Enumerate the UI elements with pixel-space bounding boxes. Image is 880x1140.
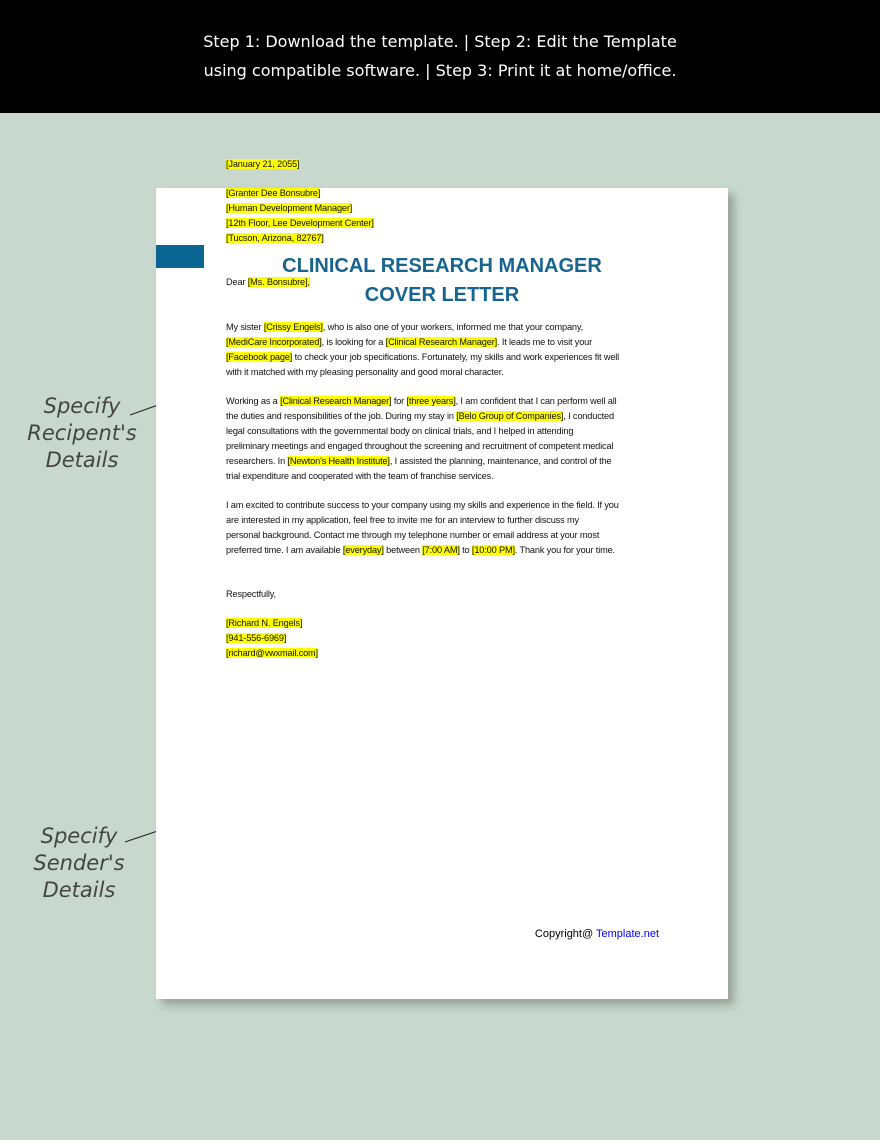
letter-line: [226, 217, 374, 229]
letter-line: [226, 336, 592, 348]
letter-line: [226, 232, 324, 244]
letter-line: [226, 647, 318, 659]
placeholder-field: [three years]: [406, 396, 456, 406]
sender-annotation: [0, 823, 164, 904]
letter-text: , I am confident that I can perform well all: [455, 396, 617, 406]
letter-line: [226, 351, 619, 363]
letter-text: . It leads me to visit your: [497, 337, 593, 347]
letter-text: , I conducted: [563, 411, 614, 421]
letter-line: [226, 529, 599, 541]
template-net-link[interactable]: Template.net: [596, 928, 659, 940]
placeholder-field: [10:00 PM]: [471, 545, 515, 555]
annotation-text: Sender's: [33, 851, 125, 875]
placeholder-field: [Clinical Research Manager]: [385, 337, 498, 347]
placeholder-field: [7:00 AM]: [422, 545, 460, 555]
copyright-text: Copyright@: [534, 928, 597, 940]
letter-line: [226, 187, 320, 199]
annotation-text: Details: [42, 878, 116, 902]
letter-line: [226, 440, 613, 452]
letter-text: the duties and responsibilities of the job. During my stay in: [226, 411, 457, 421]
annotation-text: Recipent's: [27, 421, 137, 445]
annotation-text: Details: [45, 448, 119, 472]
banner-line-1: Step 1: Download the template. | Step 2: Edit the Template: [203, 32, 677, 51]
copyright: [535, 928, 659, 940]
placeholder-field: [everyday]: [342, 545, 384, 555]
letter-line: [226, 470, 493, 482]
placeholder-field: [Crissy Engels]: [263, 322, 323, 332]
letter-text: trial expenditure and cooperated with the team of franchise services.: [226, 471, 494, 481]
letter-line: [226, 366, 504, 378]
placeholder-field: [MediCare Incorporated]: [226, 337, 322, 347]
banner-line-2: using compatible software. | Step 3: Print it at home/office.: [203, 61, 677, 80]
letter-text: Respectfully,: [226, 589, 276, 599]
placeholder-field: [Clinical Research Manager]: [280, 396, 392, 406]
recipient-annotation: [0, 393, 167, 474]
letter-text: researchers. In: [226, 456, 288, 466]
letter-text: preferred time. I am available: [226, 545, 343, 555]
letter-line: [226, 455, 612, 467]
placeholder-field: [January 21, 2055]: [226, 159, 300, 169]
letter-line: [226, 395, 617, 407]
placeholder-field: [Facebook page]: [226, 352, 293, 362]
letter-text: personal background. Contact me through my telephone number or email address at your most: [226, 530, 600, 540]
letter-text: I am excited to contribute success to your company using my skills and experience in the field. If you: [226, 500, 619, 510]
document-page: [156, 159, 728, 999]
letter-line: [226, 544, 615, 556]
placeholder-field: [Tucson, Arizona, 82767]: [226, 233, 324, 243]
letter-line: [226, 617, 302, 629]
letter-line: [226, 410, 614, 422]
letter-text: , I assisted the planning, maintenance, and control of the: [389, 456, 612, 466]
letter-text: Working as a: [226, 396, 281, 406]
letter-text: between: [383, 545, 423, 555]
letter-text: for: [391, 396, 407, 406]
placeholder-field: [Richard N. Engels]: [226, 618, 303, 628]
letter-line: [226, 588, 276, 600]
placeholder-field: [Newton's Health Institute]: [287, 456, 390, 466]
letter-line: [226, 499, 619, 511]
placeholder-field: [richard@vwxmail.com]: [226, 648, 318, 658]
letter-line: [226, 202, 352, 214]
letter-text: . Thank you for your time.: [514, 545, 615, 555]
annotation-text: Specify: [43, 394, 121, 418]
letter-text: Dear: [226, 277, 248, 287]
letter-line: [226, 158, 299, 170]
placeholder-field: [Granter Dee Bonsubre]: [226, 188, 321, 198]
letter-text: , is looking for a: [321, 337, 386, 347]
placeholder-field: [Human Development Manager]: [226, 203, 353, 213]
placeholder-field: [Ms. Bonsubre],: [247, 277, 310, 287]
annotation-text: Specify: [40, 824, 118, 848]
placeholder-field: [Belo Group of Companies]: [456, 411, 564, 421]
letter-line: [226, 632, 286, 644]
letter-line: [226, 276, 310, 288]
letter-text: preliminary meetings and engaged throughout the screening and recruitment of competent medical: [226, 441, 614, 451]
letter-text: to check your job specifications. Fortunately, my skills and work experiences fit well: [292, 352, 620, 362]
letter-text: legal consultations with the governmental body on clinical trials, and I helped in attending: [226, 426, 574, 436]
letter-text: with it matched with my pleasing personality and good moral character.: [226, 367, 504, 377]
placeholder-field: [941-556-6969]: [226, 633, 287, 643]
letter-line: [226, 425, 573, 437]
letter-line: [226, 514, 579, 526]
letter-text: My sister: [226, 322, 264, 332]
placeholder-field: [12th Floor, Lee Development Center]: [226, 218, 374, 228]
title-line-2: COVER LETTER: [364, 284, 520, 306]
letter-text: , who is also one of your workers, informed me that your company,: [322, 322, 584, 332]
letter-text: are interested in my application, feel free to invite me for an interview to further discuss my: [226, 515, 579, 525]
title-line-1: CLINICAL RESEARCH MANAGER: [282, 255, 602, 277]
letter-line: [226, 321, 583, 333]
letter-text: to: [459, 545, 472, 555]
